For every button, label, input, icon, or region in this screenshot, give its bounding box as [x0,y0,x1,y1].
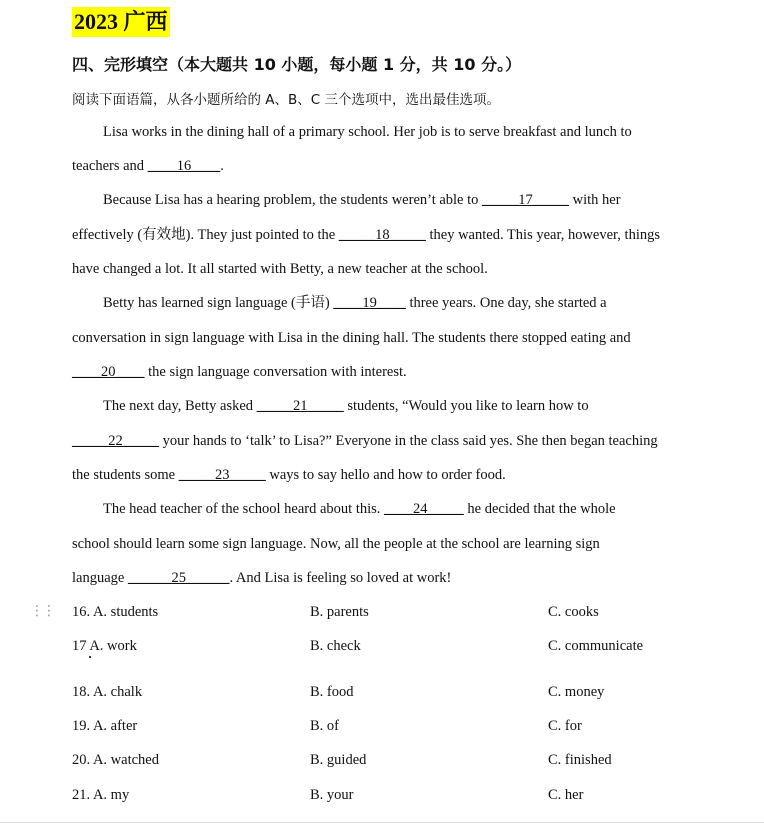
passage-text: language [72,570,128,586]
passage-text: ways to say hello and how to order food. [265,467,506,483]
cursor-dot [89,656,91,658]
passage-line [103,294,607,312]
passage-text: three years. One day, she started a [405,295,607,311]
option-a: 20. A. watched [72,752,159,768]
passage-text: effectively (有效地). They just pointed to the [72,227,339,243]
option-b: B. your [310,787,354,803]
blank-23: _____23_____ [178,467,266,483]
option-c: C. communicate [548,638,644,654]
passage-text: . [220,158,224,174]
passage-text: Because Lisa has a hearing problem, the students weren’t able to [103,192,483,208]
passage-line: school should learn some sign language. Now, all the people at the school are learning sign [72,536,600,552]
passage-text: students, “Would you like to learn how to [343,398,589,414]
option-b: B. of [310,718,339,734]
blank-24: ____24_____ [384,501,464,517]
passage-line: Lisa works in the dining hall of a primary school. Her job is to serve breakfast and lunch to [103,124,632,140]
option-c: C. her [548,787,584,803]
option-a: 18. A. chalk [72,684,143,700]
blank-19: ____19____ [333,295,406,311]
option-b: B. parents [310,604,369,620]
passage-line [72,569,451,587]
passage-line [103,500,616,518]
instructions: 阅读下面语篇，从各小题所给的 A、B、C 三个选项中，选出最佳选项。 [72,92,501,108]
option-b: B. check [310,638,361,654]
option-c: C. for [548,718,582,734]
blank-16: ____16____ [147,158,221,174]
option-c: C. finished [548,752,612,768]
blank-18: _____18_____ [338,227,426,243]
passage-text: the students some [72,467,179,483]
passage-line [103,191,621,209]
option-b: B. food [310,684,354,700]
drag-handle-icon[interactable]: ⋮⋮ [30,603,54,619]
blank-25: ______25______ [127,570,230,586]
passage-line [72,466,506,484]
passage-text: . And Lisa is feeling so loved at work! [229,570,452,586]
option-c: C. cooks [548,604,599,620]
passage-text: your hands to ‘talk’ to Lisa?” Everyone in the class said yes. She then began teaching [159,433,658,449]
option-a: 17 A. work [72,638,137,654]
passage-line [103,397,589,415]
blank-20: ____20____ [72,364,145,380]
section-heading: 四、完形填空（本大题共 10 小题，每小题 1 分，共 10 分。） [72,55,522,74]
passage-line: conversation in sign language with Lisa in the dining hall. The students there stopped eating and [72,330,631,346]
page-title: 2023 广西 [72,7,170,37]
page-divider [0,822,764,823]
option-a: 19. A. after [72,718,138,734]
passage-text: teachers and [72,158,148,174]
passage-line [72,157,224,175]
option-a: 16. A. students [72,604,159,620]
passage-text: Betty has learned sign language (手语) [103,295,334,311]
option-a: 21. A. my [72,787,130,803]
passage-text: The next day, Betty asked [103,398,257,414]
passage-line [72,363,407,381]
blank-21: _____21_____ [256,398,344,414]
passage-text: they wanted. This year, however, things [425,227,660,243]
passage-line: have changed a lot. It all started with Betty, a new teacher at the school. [72,261,488,277]
option-c: C. money [548,684,605,700]
passage-line [72,226,660,244]
option-b: B. guided [310,752,367,768]
passage-text: he decided that the whole [463,501,616,517]
passage-text: The head teacher of the school heard about this. [103,501,385,517]
blank-17: _____17_____ [482,192,570,208]
blank-22: _____22_____ [72,433,159,449]
passage-text: the sign language conversation with interest. [144,364,407,380]
passage-line [72,432,658,450]
passage-text: with her [569,192,621,208]
